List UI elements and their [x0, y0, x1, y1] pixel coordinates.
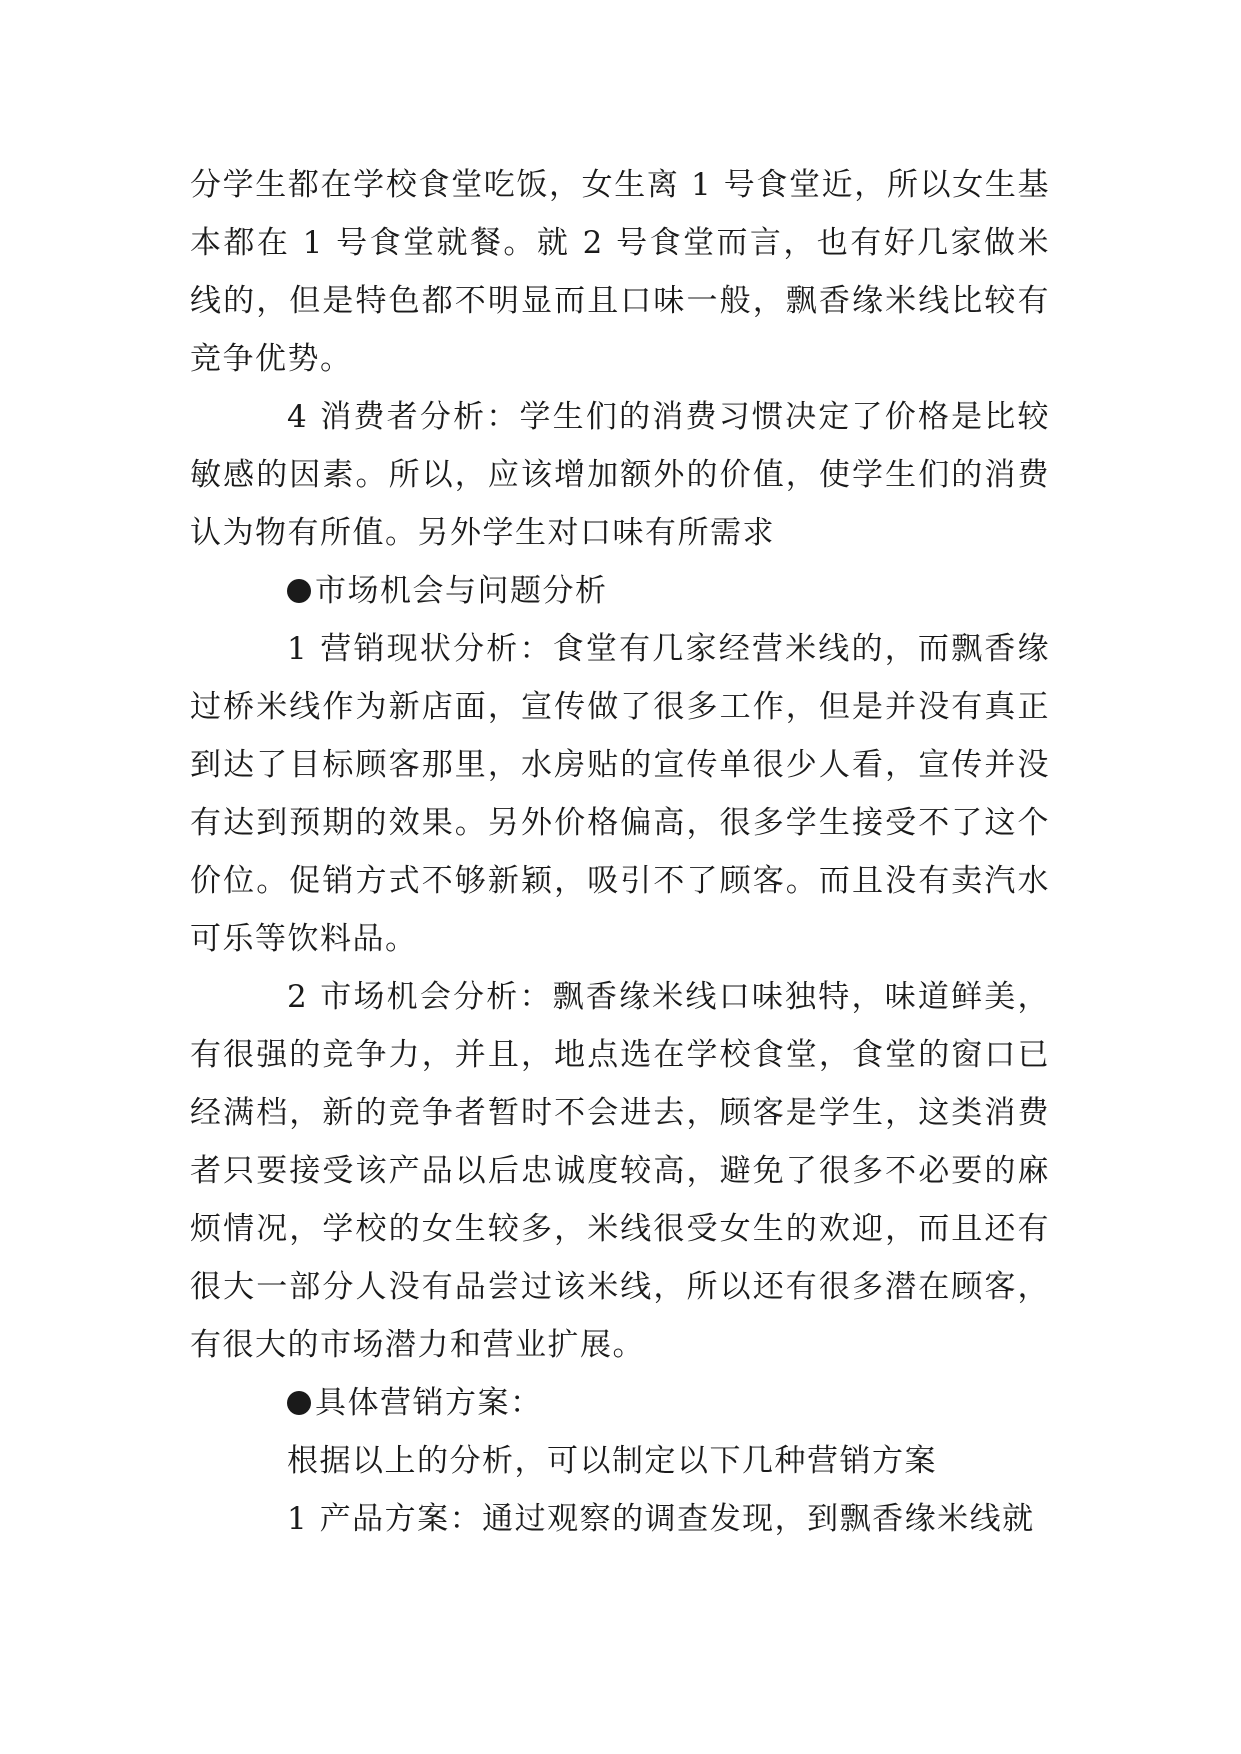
heading-text: 具体营销方案：	[315, 1385, 543, 1421]
paragraph-market-opportunity: 2 市场机会分析：飘香缘米线口味独特，味道鲜美，有很强的竞争力，并且，地点选在学校食堂，食堂的窗口已经满档，新的竞争者暂时不会进去，顾客是学生，这类消费者只要接受该产品以后忠诚度较高，避免了很多不必要的麻烦情况，学校的女生较多，米线很受女生的欢迎，而且还有很大一部分人没有品尝过该米线，所以还有很多潜在顾客，有很大的市场潜力和营业扩展。	[190, 979, 1050, 1363]
heading-marketing-plan	[190, 1374, 1050, 1432]
paragraph-competition-continued: 分学生都在学校食堂吃饭，女生离 1 号食堂近，所以女生基本都在 1 号食堂就餐。就 2 号食堂而言，也有好几家做米线的，但是特色都不明显而且口味一般，飘香缘米线比较有竞争优势。	[190, 167, 1050, 377]
heading-text: 市场机会与问题分析	[315, 573, 608, 609]
paragraph-marketing-status: 1 营销现状分析：食堂有几家经营米线的，而飘香缘过桥米线作为新店面，宣传做了很多工作，但是并没有真正到达了目标顾客那里，水房贴的宣传单很少人看，宣传并没有达到预期的效果。另外价格偏高，很多学生接受不了这个价位。促销方式不够新颖，吸引不了顾客。而且没有卖汽水可乐等饮料品。	[190, 631, 1050, 957]
paragraph-consumer-analysis: 4 消费者分析：学生们的消费习惯决定了价格是比较敏感的因素。所以，应该增加额外的价值，使学生们的消费认为物有所值。另外学生对口味有所需求	[190, 399, 1050, 551]
paragraph-product-plan: 1 产品方案：通过观察的调查发现，到飘香缘米线就	[287, 1501, 1035, 1537]
heading-market-opportunity	[190, 562, 1050, 620]
bullet-dot-icon	[287, 1391, 311, 1415]
bullet-dot-icon	[287, 579, 311, 603]
paragraph-plan-intro: 根据以上的分析，可以制定以下几种营销方案	[287, 1443, 937, 1479]
body-text	[190, 156, 1050, 1548]
